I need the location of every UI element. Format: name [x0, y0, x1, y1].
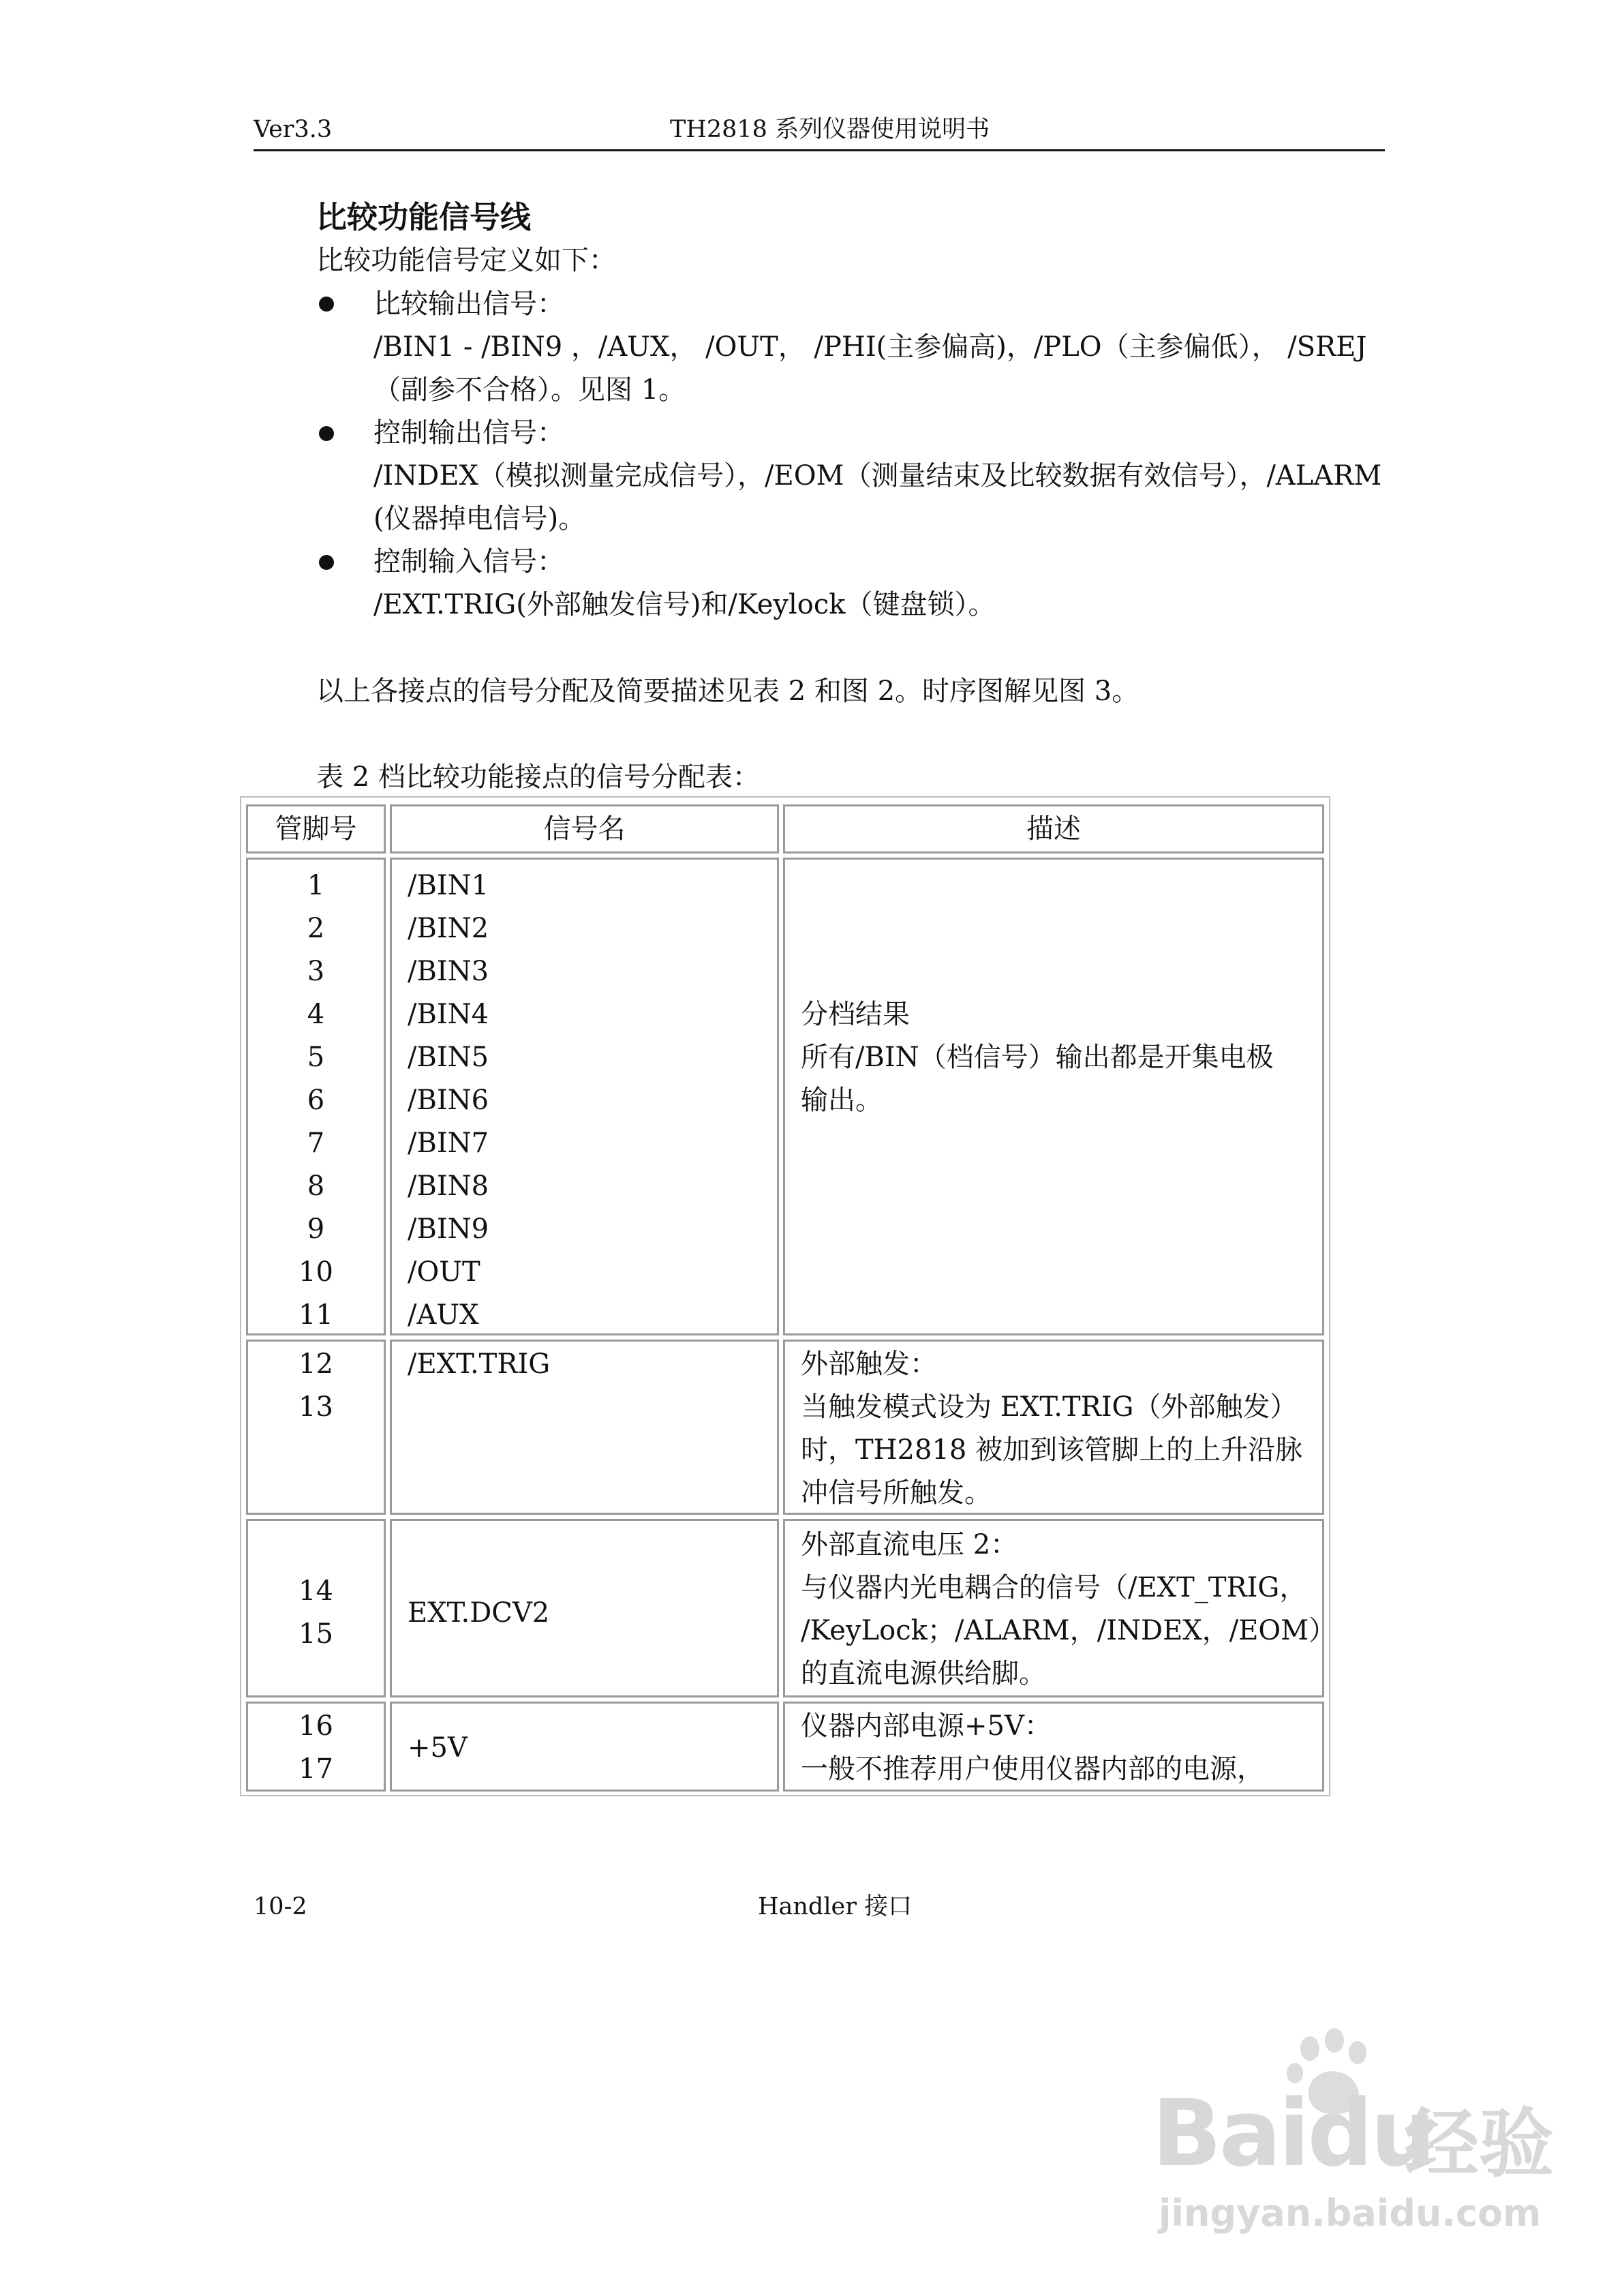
pin-number: 5 — [307, 1042, 325, 1073]
pin-number: 3 — [307, 956, 325, 987]
watermark-url: jingyan.baidu.com — [1159, 2192, 1542, 2235]
signal-name: /EXT.TRIG — [408, 1348, 551, 1380]
signal-name: EXT.DCV2 — [408, 1597, 550, 1629]
bullet-dot-icon — [319, 426, 334, 441]
pin-number: 2 — [307, 913, 325, 944]
signal-name: /BIN8 — [408, 1170, 489, 1202]
pin-number: 6 — [307, 1085, 325, 1116]
pin-number: 4 — [307, 999, 325, 1030]
signal-name: /BIN3 — [408, 956, 489, 987]
pin-cell — [246, 1702, 386, 1792]
desc-line: /KeyLock；/ALARM，/INDEX，/EOM） — [801, 1615, 1336, 1646]
table-header-cell — [246, 804, 386, 854]
pin-number: 9 — [307, 1213, 325, 1245]
bullet-line: （副参不合格）。见图 1。 — [373, 374, 686, 406]
signal-cell — [390, 1702, 779, 1792]
signal-name: /BIN1 — [408, 870, 489, 901]
desc-line: 一般不推荐用户使用仪器内部的电源， — [801, 1753, 1264, 1785]
signal-name: /BIN7 — [408, 1128, 489, 1159]
desc-line: 仪器内部电源+5V： — [801, 1710, 1052, 1742]
desc-line: 外部直流电压 2： — [801, 1529, 1018, 1560]
signal-cell — [390, 1340, 779, 1515]
pin-number: 17 — [299, 1753, 333, 1785]
desc-cell — [783, 1702, 1324, 1792]
desc-line: 冲信号所触发。 — [801, 1477, 992, 1509]
bullet-label: 比较输出信号： — [373, 288, 564, 320]
footer-page-number: 10-2 — [254, 1893, 307, 1920]
pin-cell — [246, 1340, 386, 1515]
watermark-cn: 经验 — [1404, 2100, 1554, 2188]
pin-cell — [246, 858, 386, 1335]
summary-paragraph: 以上各接点的信号分配及简要描述见表 2 和图 2。时序图解见图 3。 — [316, 676, 1139, 707]
footer-chapter: Handler 接口 — [758, 1893, 913, 1920]
desc-line: 输出。 — [801, 1085, 883, 1116]
desc-line: 时，TH2818 被加到该管脚上的上升沿脉 — [801, 1434, 1303, 1466]
watermark-brand-tail: du — [1307, 2080, 1434, 2187]
signal-name: /BIN6 — [408, 1085, 489, 1116]
desc-cell — [783, 1519, 1336, 1697]
pin-number: 16 — [299, 1710, 333, 1742]
section-intro: 比较功能信号定义如下： — [316, 245, 616, 276]
desc-line: 分档结果 — [801, 999, 910, 1030]
desc-line: 当触发模式设为 EXT.TRIG（外部触发） — [801, 1391, 1298, 1423]
desc-cell — [783, 1340, 1324, 1515]
signal-cell — [390, 1519, 779, 1697]
header-version: Ver3.3 — [254, 116, 333, 143]
header-desc: 描述 — [1026, 813, 1081, 845]
pin-number: 14 — [299, 1575, 333, 1607]
header-signal: 信号名 — [543, 813, 626, 845]
pin-number: 1 — [307, 870, 325, 901]
bullet-label: 控制输出信号： — [373, 417, 564, 449]
pin-number: 8 — [307, 1170, 325, 1202]
header-title: TH2818 系列仪器使用说明书 — [670, 116, 990, 143]
desc-cell — [783, 858, 1324, 1335]
bullet-dot-icon — [319, 555, 334, 570]
pin-cell — [246, 1519, 386, 1697]
bullet-line: (仪器掉电信号)。 — [373, 503, 586, 534]
bullet-line: /BIN1 - /BIN9 ，/AUX， /OUT， /PHI(主参偏高)，/PLO（主参偏低）， /SREJ — [373, 331, 1367, 363]
table-header-cell — [783, 804, 1324, 854]
desc-line: 的直流电源供给脚。 — [801, 1658, 1046, 1689]
signal-name: +5V — [408, 1732, 468, 1764]
table-header-cell — [390, 804, 779, 854]
signal-name: /OUT — [408, 1256, 480, 1288]
pin-number: 11 — [299, 1299, 333, 1331]
bullet-line: /EXT.TRIG(外部触发信号)和/Keylock（键盘锁）。 — [373, 589, 996, 620]
signal-name: /BIN5 — [408, 1042, 489, 1073]
signal-name: /BIN4 — [408, 999, 489, 1030]
bullet-line: /INDEX（模拟测量完成信号），/EOM（测量结束及比较数据有效信号），/ALARM — [373, 460, 1382, 492]
pin-number: 7 — [307, 1128, 325, 1159]
pin-number: 12 — [299, 1348, 333, 1380]
desc-line: 所有/BIN（档信号）输出都是开集电极 — [801, 1042, 1274, 1073]
header-pin: 管脚号 — [275, 813, 357, 845]
signal-name: /BIN9 — [408, 1213, 489, 1245]
desc-line: 与仪器内光电耦合的信号（/EXT_TRIG， — [801, 1572, 1307, 1603]
pin-number: 15 — [299, 1618, 333, 1650]
bullet-dot-icon — [319, 297, 334, 312]
pin-number: 10 — [299, 1256, 333, 1288]
pin-number: 13 — [299, 1391, 333, 1423]
header-rule — [254, 149, 1385, 151]
desc-line: 外部触发： — [801, 1348, 937, 1380]
table-caption: 表 2 档比较功能接点的信号分配表： — [316, 761, 760, 793]
section-title: 比较功能信号线 — [316, 199, 532, 235]
signal-cell — [390, 858, 779, 1335]
signal-name: /BIN2 — [408, 913, 489, 944]
signal-name: /AUX — [408, 1299, 479, 1331]
bullet-label: 控制输入信号： — [373, 546, 564, 577]
watermark-brand: Bai — [1152, 2080, 1308, 2187]
